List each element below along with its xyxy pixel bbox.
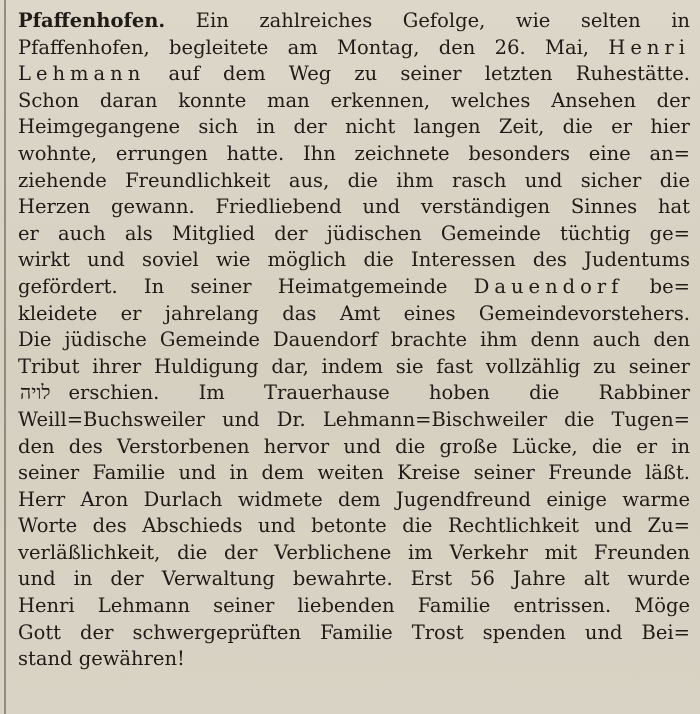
article-line [18, 61, 690, 88]
article-line [18, 168, 690, 195]
text-segment: verläßlichkeit, die der Verblichene im Verkehr mit Freunden [18, 540, 690, 564]
article-line [18, 646, 690, 673]
hebrew-word: לויה [20, 381, 51, 405]
article-line [18, 274, 690, 301]
text-segment: Ein zahlreiches Gefolge, wie selten in [165, 9, 690, 32]
article-line [18, 35, 690, 62]
text-segment: wohnte, errungen hatte. Ihn zeichnete besonders eine an= [18, 141, 690, 165]
text-segment: wirkt und soviel wie möglich die Interessen des Judentums [18, 248, 690, 272]
spaced-name: Dauendorf [473, 274, 624, 298]
text-segment: erschien. Im Trauerhause hoben die Rabbiner [68, 381, 690, 405]
spaced-name: Henri [608, 35, 690, 59]
text-segment: Herzen gewann. Friedliebend und verständigen Sinnes hat [18, 195, 690, 219]
text-segment: stand gewähren! [18, 647, 185, 671]
text-segment: Schon daran konnte man erkennen, welches Ansehen der [18, 88, 690, 112]
article-line [18, 566, 690, 593]
article-line [18, 407, 690, 434]
article-line [18, 460, 690, 487]
spaced-name: Lehmann [18, 62, 146, 86]
text-segment: Herr Aron Durlach widmete dem Jugendfreund einige warme [18, 487, 690, 511]
article-line [18, 620, 690, 647]
text-segment: Weill=Buchsweiler und Dr. Lehmann=Bischweiler die Tugen= [18, 407, 690, 431]
column-rule [4, 0, 6, 714]
article-line [18, 88, 690, 115]
article-body [18, 8, 690, 673]
article-line [18, 380, 690, 407]
text-segment: auf dem Weg zu seiner letzten Ruhestätte. [145, 62, 690, 86]
article-line [18, 513, 690, 540]
text-segment: Pfaffenhofen, begleitete am Montag, den 26. Mai, [18, 35, 609, 59]
text-segment: er auch als Mitglied der jüdischen Gemeinde tüchtig ge= [18, 221, 690, 245]
article-line [18, 327, 690, 354]
article-line [18, 194, 690, 221]
text-segment: seiner Familie und in dem weiten Kreise seiner Freunde läßt. [18, 461, 690, 485]
dateline: Pfaffenhofen. [18, 9, 166, 32]
text-segment: Die jüdische Gemeinde Dauendorf brachte ihm denn auch den [18, 328, 690, 352]
text-segment: ziehende Freundlichkeit aus, die ihm rasch und sicher die [18, 168, 690, 192]
text-segment: und in der Verwaltung bewahrte. Erst 56 Jahre alt wurde [18, 567, 690, 591]
article-line [18, 8, 690, 35]
article-line [18, 114, 690, 141]
article-line [18, 540, 690, 567]
article-line [18, 434, 690, 461]
article-line [18, 354, 690, 381]
text-segment: den des Verstorbenen hervor und die große Lücke, die er in [18, 434, 690, 458]
article-line [18, 593, 690, 620]
article-line [18, 221, 690, 248]
text-segment: be= [623, 274, 691, 298]
text-segment: Tribut ihrer Huldigung dar, indem sie fast vollzählig zu seiner [18, 354, 690, 378]
text-segment: gefördert. In seiner Heimatgemeinde [18, 274, 474, 298]
text-segment: Heimgegangene sich in der nicht langen Zeit, die er hier [18, 115, 690, 139]
text-segment: Gott der schwergeprüften Familie Trost spenden und Bei= [18, 620, 690, 644]
article-line [18, 141, 690, 168]
text-segment: kleidete er jahrelang das Amt eines Gemeindevorstehers. [18, 301, 690, 325]
text-segment: Henri Lehmann seiner liebenden Familie entrissen. Möge [18, 594, 690, 618]
text-segment: Worte des Abschieds und betonte die Rechtlichkeit und Zu= [18, 514, 690, 538]
article-line [18, 301, 690, 328]
article-line [18, 487, 690, 514]
article-line [18, 247, 690, 274]
